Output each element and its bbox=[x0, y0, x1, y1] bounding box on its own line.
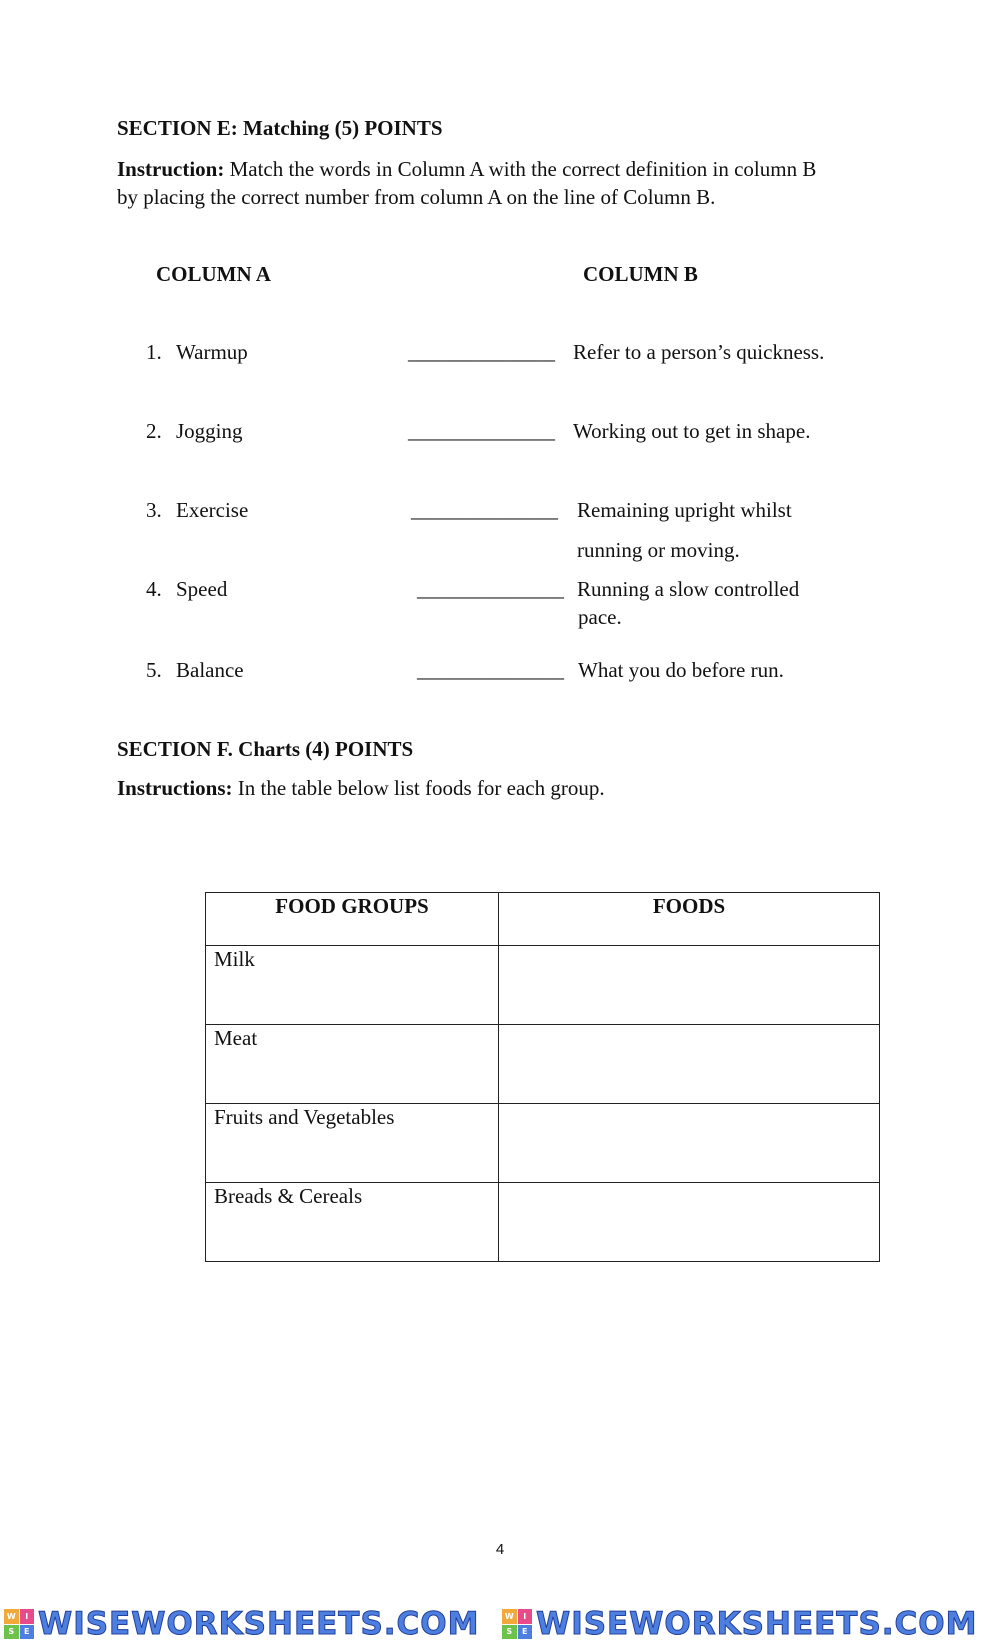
answer-blank-2[interactable]: ______________ bbox=[408, 419, 555, 443]
list-item-number: 2. bbox=[146, 419, 162, 443]
instruction-text-2: by placing the correct number from column A on the line of Column B. bbox=[117, 185, 716, 209]
food-group-cell: Milk bbox=[206, 946, 499, 1025]
wise-logo-icon: W I S E bbox=[4, 1609, 34, 1639]
table-row bbox=[206, 1183, 880, 1262]
instruction-text-1: Match the words in Column A with the correct definition in column B bbox=[224, 157, 817, 181]
list-item-number: 5. bbox=[146, 658, 162, 682]
watermark-logo-1 bbox=[4, 1607, 480, 1641]
list-item-number: 1. bbox=[146, 340, 162, 364]
definition-3-line-2: running or moving. bbox=[577, 538, 740, 562]
table-header-row bbox=[206, 893, 880, 946]
foods-input-cell[interactable] bbox=[499, 1025, 880, 1104]
section-f-heading: SECTION F. Charts (4) POINTS bbox=[117, 737, 414, 761]
answer-blank-1[interactable]: ______________ bbox=[408, 340, 555, 364]
watermark-logo-2 bbox=[502, 1607, 978, 1641]
column-header-foods: FOODS bbox=[499, 893, 880, 946]
list-item-number: 4. bbox=[146, 577, 162, 601]
watermark-text: WISEWORKSHEETS.COM bbox=[536, 1606, 978, 1642]
answer-blank-4[interactable]: ______________ bbox=[417, 577, 564, 601]
column-b-header: COLUMN B bbox=[583, 262, 698, 286]
page-number: 4 bbox=[495, 1541, 505, 1558]
definition-1: Refer to a person’s quickness. bbox=[573, 340, 825, 364]
section-e-heading: SECTION E: Matching (5) POINTS bbox=[117, 116, 443, 140]
section-e-instruction bbox=[117, 155, 897, 211]
table-row bbox=[206, 1025, 880, 1104]
instruction-text: In the table below list foods for each group. bbox=[232, 776, 605, 800]
watermark-text: WISEWORKSHEETS.COM bbox=[38, 1606, 480, 1642]
table-row bbox=[206, 946, 880, 1025]
answer-blank-3[interactable]: ______________ bbox=[411, 498, 558, 522]
definition-5: What you do before run. bbox=[578, 658, 784, 682]
food-group-cell: Meat bbox=[206, 1025, 499, 1104]
food-group-cell: Fruits and Vegetables bbox=[206, 1104, 499, 1183]
term-balance: Balance bbox=[176, 658, 244, 682]
instruction-label: Instruction: bbox=[117, 157, 225, 181]
definition-2: Working out to get in shape. bbox=[573, 419, 811, 443]
term-warmup: Warmup bbox=[176, 340, 248, 364]
answer-blank-5[interactable]: ______________ bbox=[417, 658, 564, 682]
instruction-label: Instructions: bbox=[117, 776, 233, 800]
definition-3-line-1: Remaining upright whilst bbox=[577, 498, 792, 522]
table-row bbox=[206, 1104, 880, 1183]
term-jogging: Jogging bbox=[176, 419, 243, 443]
wise-logo-icon: W I S E bbox=[502, 1609, 532, 1639]
food-groups-table bbox=[205, 892, 880, 1262]
term-speed: Speed bbox=[176, 577, 228, 601]
foods-input-cell[interactable] bbox=[499, 1104, 880, 1183]
term-exercise: Exercise bbox=[176, 498, 249, 522]
foods-input-cell[interactable] bbox=[499, 946, 880, 1025]
section-f-instruction bbox=[117, 776, 605, 801]
food-group-cell: Breads & Cereals bbox=[206, 1183, 499, 1262]
definition-4-line-1: Running a slow controlled bbox=[577, 577, 800, 601]
list-item-number: 3. bbox=[146, 498, 162, 522]
definition-4-line-2: pace. bbox=[578, 605, 622, 629]
foods-input-cell[interactable] bbox=[499, 1183, 880, 1262]
column-header-food-groups: FOOD GROUPS bbox=[206, 893, 499, 946]
column-a-header: COLUMN A bbox=[156, 262, 271, 286]
